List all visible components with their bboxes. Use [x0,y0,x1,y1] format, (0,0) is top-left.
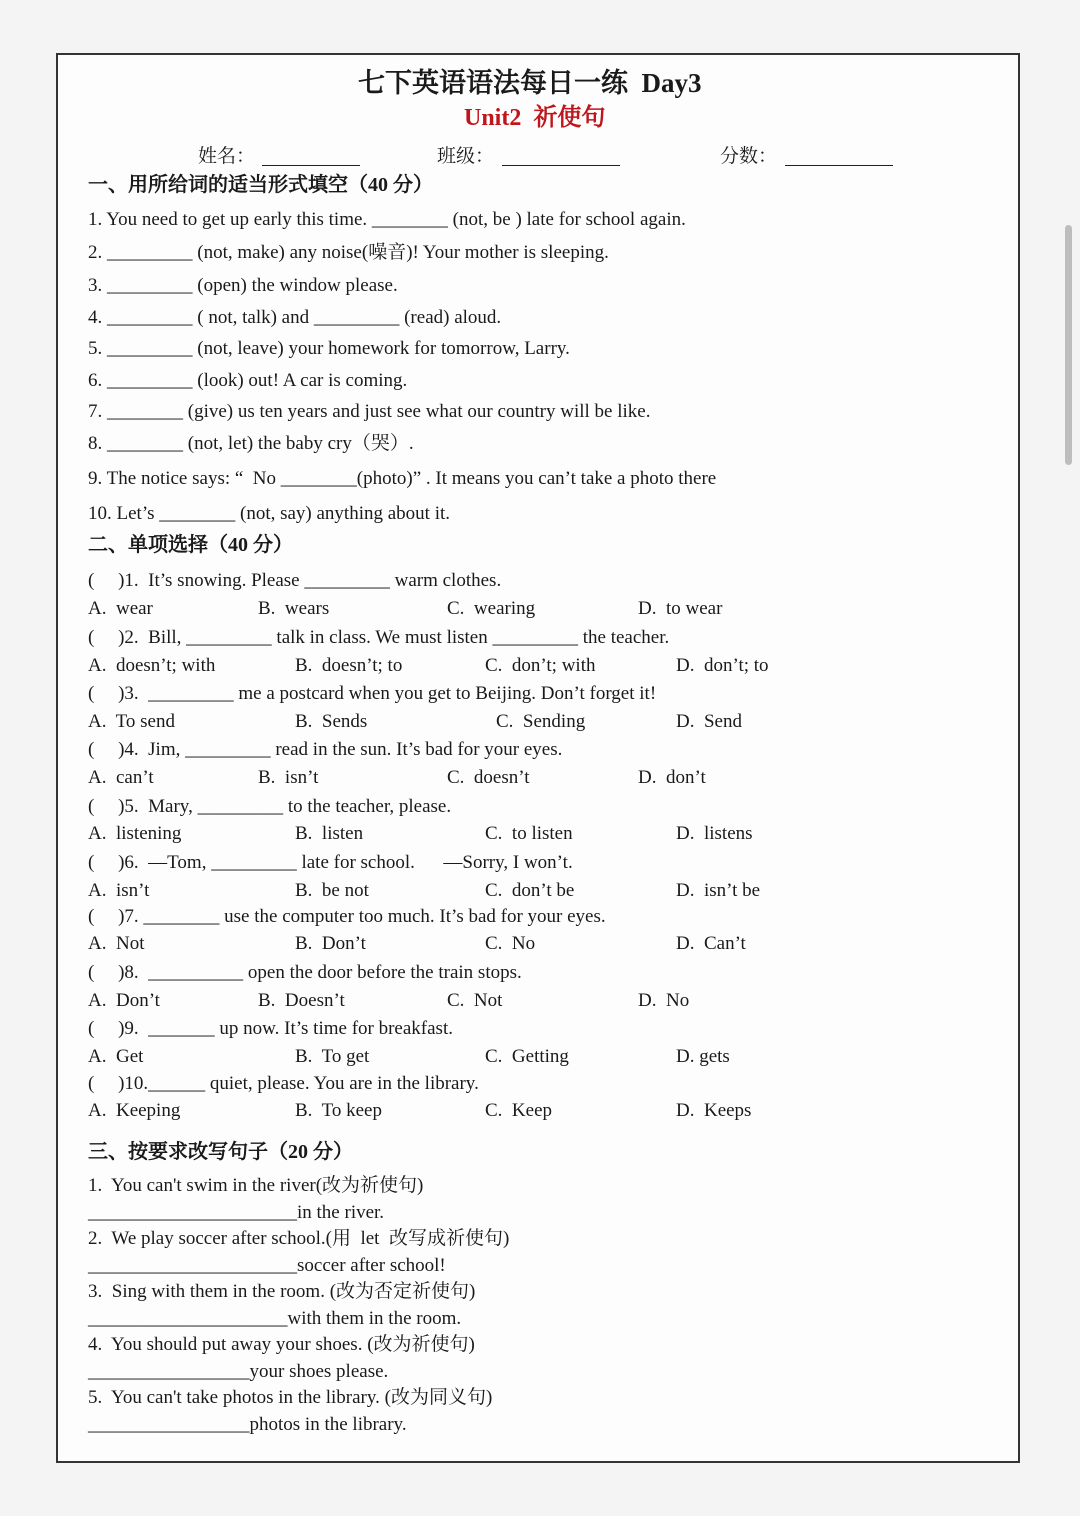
mc-stem: ( )1. It’s snowing. Please _________ warm clothes. [88,570,502,591]
mc-option: C. Keep [485,1100,553,1121]
score-label: 分数： [720,146,778,167]
mc-option: D. isn’t be [676,880,761,901]
mc-option: B. wears [258,598,330,619]
mc-option: A. listening [88,823,182,844]
mc-option: A. Don’t [88,990,160,1011]
mc-option: D. don’t; to [676,655,769,676]
rewrite-question: 3. Sing with them in the room. (改为否定祈使句) [88,1281,476,1302]
rewrite-answer-line: _____________________with them in the room. [88,1308,462,1329]
rewrite-answer-line: ______________________soccer after school! [88,1255,446,1276]
mc-stem: ( )4. Jim, _________ read in the sun. It’s bad for your eyes. [88,739,563,760]
section3-heading: 三、按要求改写句子（20 分） [88,1141,353,1163]
mc-stem: ( )9. _______ up now. It’s time for breakfast. [88,1018,453,1039]
page-title: 七下英语语法每日一练 Day3 [358,68,702,98]
mc-stem: ( )10.______ quiet, please. You are in the library. [88,1073,479,1094]
mc-option: B. doesn’t; to [295,655,403,676]
fill-item: 9. The notice says: “ No ________(photo)” . It means you can’t take a photo there [88,468,717,489]
fill-item: 8. ________ (not, let) the baby cry（哭）. [88,433,414,454]
mc-option: B. To keep [295,1100,382,1121]
mc-option: B. isn’t [258,767,319,788]
mc-option: C. doesn’t [447,767,530,788]
mc-option: D. Can’t [676,933,746,954]
rewrite-answer-line: ______________________in the river. [88,1202,385,1223]
mc-option: A. can’t [88,767,154,788]
mc-option: B. To get [295,1046,370,1067]
mc-option: C. don’t be [485,880,575,901]
mc-option: D. to wear [638,598,723,619]
mc-option: C. No [485,933,536,954]
mc-option: D. Send [676,711,742,732]
mc-stem: ( )5. Mary, _________ to the teacher, please. [88,796,452,817]
mc-option: B. be not [295,880,369,901]
fill-item: 10. Let’s ________ (not, say) anything about it. [88,503,451,524]
section2-heading: 二、单项选择（40 分） [88,534,293,556]
fill-item: 4. _________ ( not, talk) and _________ (read) aloud. [88,307,502,328]
mc-option: B. listen [295,823,364,844]
mc-option: A. Not [88,933,145,954]
mc-option: C. to listen [485,823,573,844]
mc-option: D. No [638,990,690,1011]
mc-option: C. Not [447,990,503,1011]
mc-option: A. isn’t [88,880,150,901]
rewrite-question: 4. You should put away your shoes. (改为祈使句) [88,1334,475,1355]
mc-stem: ( )3. _________ me a postcard when you get to Beijing. Don’t forget it! [88,683,657,704]
mc-option: C. wearing [447,598,536,619]
mc-option: B. Sends [295,711,368,732]
class-blank [502,145,620,166]
mc-stem: ( )6. —Tom, _________ late for school. —Sorry, I won’t. [88,852,573,873]
fill-item: 1. You need to get up early this time. ________ (not, be ) late for school again. [88,209,686,230]
mc-option: A. Keeping [88,1100,181,1121]
mc-option: D. listens [676,823,753,844]
mc-option: D. gets [676,1046,730,1067]
fill-item: 3. _________ (open) the window please. [88,275,398,296]
mc-option: C. Getting [485,1046,569,1067]
fill-item: 2. _________ (not, make) any noise(噪音)! Your mother is sleeping. [88,242,609,263]
mc-option: C. Sending [496,711,586,732]
class-label: 班级： [437,146,495,167]
mc-option: A. wear [88,598,153,619]
rewrite-question: 1. You can't swim in the river(改为祈使句) [88,1175,424,1196]
name-label: 姓名： [198,146,256,167]
mc-stem: ( )7. ________ use the computer too much. It’s bad for your eyes. [88,906,606,927]
unit-subtitle: Unit2 祈使句 [464,105,606,131]
rewrite-answer-line: _________________photos in the library. [88,1414,407,1435]
mc-stem: ( )8. __________ open the door before the train stops. [88,962,522,983]
mc-option: C. don’t; with [485,655,596,676]
fill-item: 7. ________ (give) us ten years and just see what our country will be like. [88,401,651,422]
mc-option: A. To send [88,711,175,732]
mc-option: D. Keeps [676,1100,752,1121]
name-blank [262,145,360,166]
rewrite-question: 5. You can't take photos in the library. (改为同义句) [88,1387,493,1408]
fill-item: 6. _________ (look) out! A car is coming. [88,370,408,391]
rewrite-answer-line: _________________your shoes please. [88,1361,389,1382]
mc-option: B. Don’t [295,933,366,954]
mc-option: A. doesn’t; with [88,655,216,676]
score-blank [785,145,893,166]
mc-option: B. Doesn’t [258,990,345,1011]
fill-item: 5. _________ (not, leave) your homework for tomorrow, Larry. [88,338,570,359]
mc-option: D. don’t [638,767,706,788]
scrollbar[interactable] [1065,225,1072,465]
rewrite-question: 2. We play soccer after school.(用 let 改写成祈使句) [88,1228,510,1249]
section1-heading: 一、用所给词的适当形式填空（40 分） [88,174,433,196]
mc-option: A. Get [88,1046,144,1067]
mc-stem: ( )2. Bill, _________ talk in class. We must listen _________ the teacher. [88,627,670,648]
